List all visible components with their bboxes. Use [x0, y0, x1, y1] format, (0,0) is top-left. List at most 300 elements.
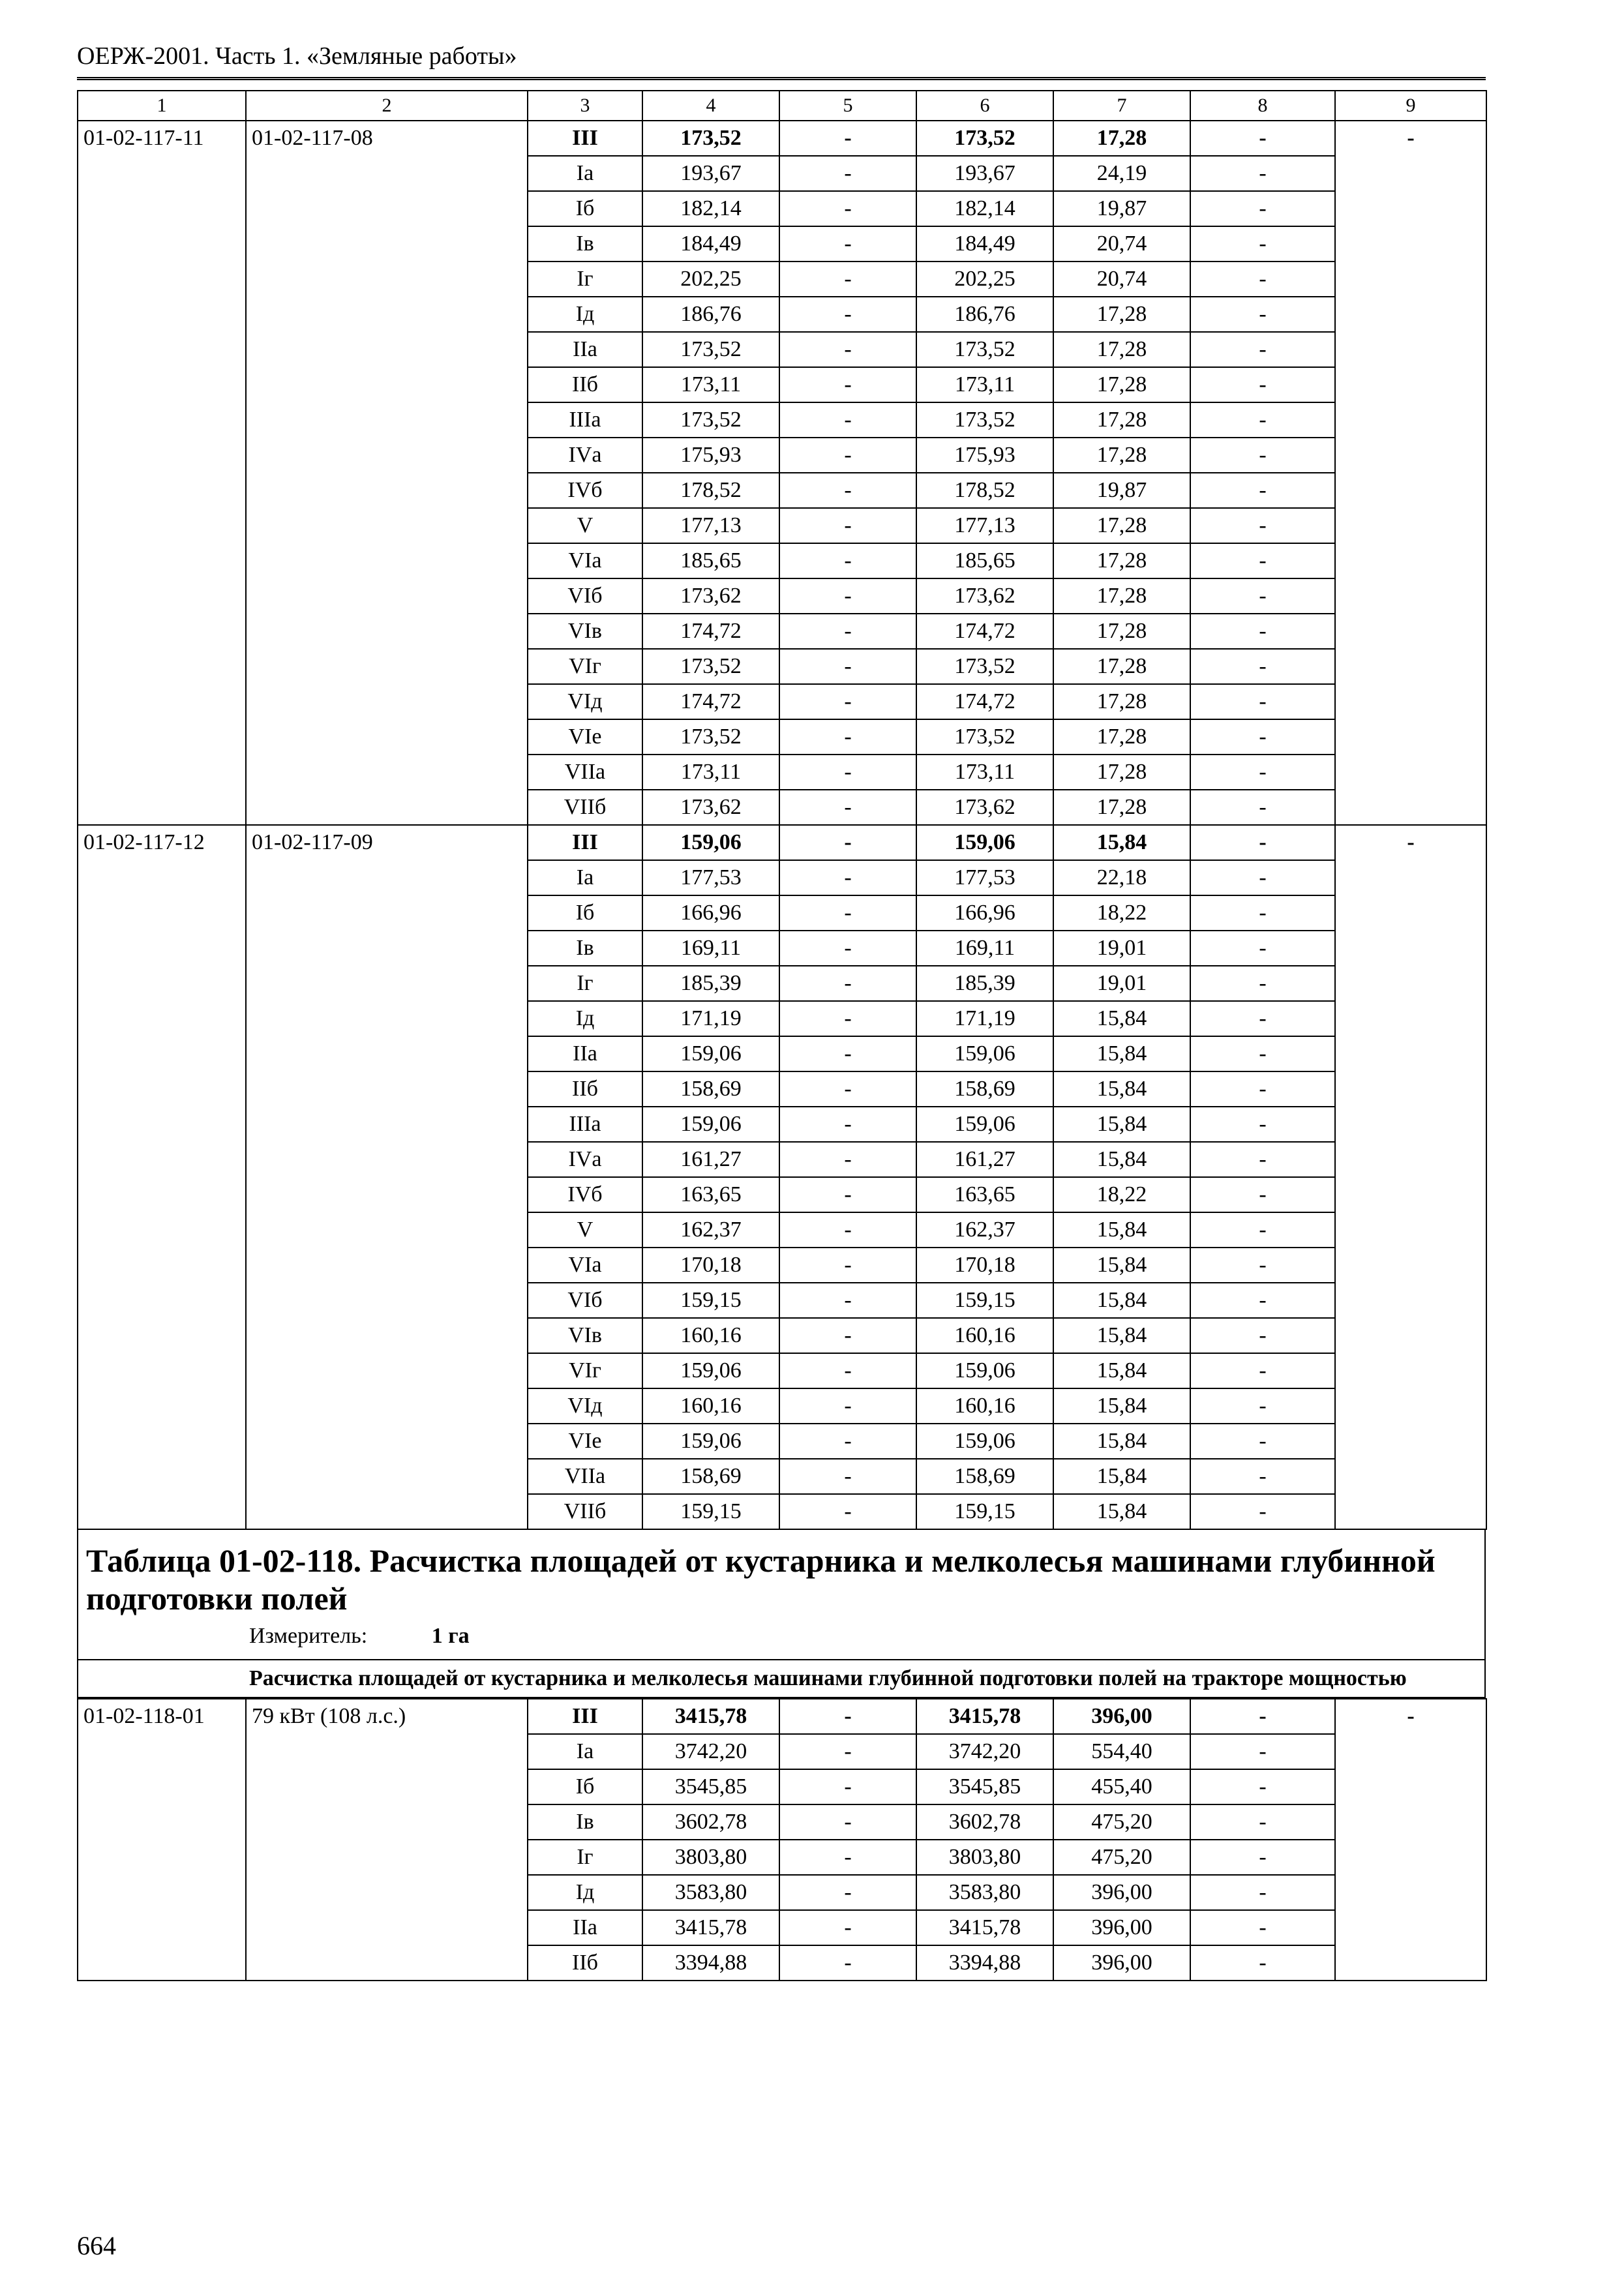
page-header: ОЕРЖ-2001. Часть 1. «Земляные работы» [77, 40, 1486, 80]
value-cell: 15,84 [1053, 825, 1190, 860]
value-cell: 160,16 [916, 1388, 1053, 1424]
value-cell: - [1190, 226, 1335, 262]
value-cell: 159,06 [642, 825, 779, 860]
value-cell: - [779, 1804, 916, 1840]
zone-cell: Iб [528, 895, 642, 931]
value-cell: - [779, 1177, 916, 1212]
zone-cell: III [528, 1699, 642, 1734]
value-cell: 17,28 [1053, 297, 1190, 332]
value-cell: - [1190, 367, 1335, 402]
zone-cell: VIIб [528, 1494, 642, 1529]
value-cell: - [1190, 1353, 1335, 1388]
value-cell: 193,67 [916, 156, 1053, 191]
value-cell: - [779, 262, 916, 297]
zone-cell: VIIа [528, 1459, 642, 1494]
value-cell: 184,49 [916, 226, 1053, 262]
value-cell: 159,15 [916, 1283, 1053, 1318]
value-cell: 3742,20 [642, 1734, 779, 1769]
value-cell: - [1190, 1875, 1335, 1910]
value-cell: - [779, 543, 916, 578]
value-cell: - [1190, 1910, 1335, 1945]
value-cell: 159,06 [916, 1424, 1053, 1459]
value-cell: - [779, 1945, 916, 1981]
value-cell: 177,13 [916, 508, 1053, 543]
section-118-header [77, 1530, 1486, 1660]
value-cell: - [779, 1875, 916, 1910]
value-cell: - [779, 1353, 916, 1388]
value-cell: 15,84 [1053, 1107, 1190, 1142]
value-cell: - [779, 719, 916, 755]
zone-cell: VIа [528, 543, 642, 578]
value-cell: - [1190, 438, 1335, 473]
value-cell: 3394,88 [916, 1945, 1053, 1981]
value-cell: 17,28 [1053, 790, 1190, 825]
value-cell: 22,18 [1053, 860, 1190, 895]
value-cell: - [1190, 860, 1335, 895]
zone-cell: Iг [528, 1840, 642, 1875]
value-cell: - [1190, 1107, 1335, 1142]
zone-cell: VIг [528, 649, 642, 684]
value-cell: 3602,78 [642, 1804, 779, 1840]
zone-cell: IIа [528, 332, 642, 367]
value-cell: 173,11 [642, 755, 779, 790]
value-cell: 161,27 [916, 1142, 1053, 1177]
value-cell: - [779, 438, 916, 473]
value-cell: 18,22 [1053, 1177, 1190, 1212]
zone-cell: III [528, 121, 642, 156]
column-header: 8 [1190, 91, 1335, 121]
value-cell: - [1190, 1036, 1335, 1071]
value-cell: - [1335, 1699, 1486, 1981]
table-wrapper [77, 90, 1486, 1981]
value-cell: 185,65 [642, 543, 779, 578]
value-cell: 396,00 [1053, 1875, 1190, 1910]
value-cell: - [779, 156, 916, 191]
value-cell: 158,69 [916, 1071, 1053, 1107]
zone-cell: Iг [528, 966, 642, 1001]
value-cell: 166,96 [642, 895, 779, 931]
value-cell: - [1190, 508, 1335, 543]
value-cell: - [1190, 1840, 1335, 1875]
value-cell: - [1190, 473, 1335, 508]
value-cell: - [1190, 578, 1335, 614]
value-cell: 15,84 [1053, 1459, 1190, 1494]
value-cell: - [1190, 966, 1335, 1001]
value-cell: 159,06 [916, 1353, 1053, 1388]
value-cell: 173,52 [642, 121, 779, 156]
value-cell: 15,84 [1053, 1388, 1190, 1424]
value-cell: - [779, 790, 916, 825]
value-cell: 15,84 [1053, 1494, 1190, 1529]
section-title: Таблица 01-02-118. Расчистка площадей от кустарника и мелколесья машинами глубинной подготовки полей [86, 1542, 1436, 1617]
value-cell: - [1190, 1459, 1335, 1494]
value-cell: 159,15 [642, 1283, 779, 1318]
value-cell: 174,72 [916, 684, 1053, 719]
value-cell: 174,72 [642, 684, 779, 719]
value-cell: - [1190, 895, 1335, 931]
zone-cell: Iа [528, 156, 642, 191]
value-cell: - [779, 1001, 916, 1036]
value-cell: 160,16 [642, 1318, 779, 1353]
zone-cell: VIIб [528, 790, 642, 825]
value-cell: 159,15 [642, 1494, 779, 1529]
value-cell: 177,13 [642, 508, 779, 543]
value-cell: 173,52 [916, 332, 1053, 367]
value-cell: - [1190, 1734, 1335, 1769]
value-cell: - [1190, 1945, 1335, 1981]
value-cell: 166,96 [916, 895, 1053, 931]
column-header: 3 [528, 91, 642, 121]
value-cell: - [1190, 825, 1335, 860]
value-cell: 17,28 [1053, 543, 1190, 578]
zone-cell: VIа [528, 1248, 642, 1283]
value-cell: 15,84 [1053, 1283, 1190, 1318]
value-cell: 174,72 [916, 614, 1053, 649]
value-cell: - [779, 1459, 916, 1494]
value-cell: 186,76 [642, 297, 779, 332]
table-row [78, 121, 1486, 156]
value-cell: 158,69 [642, 1459, 779, 1494]
value-cell: - [779, 1769, 916, 1804]
value-cell: 158,69 [916, 1459, 1053, 1494]
zone-cell: VIд [528, 684, 642, 719]
value-cell: 170,18 [642, 1248, 779, 1283]
table-row [78, 825, 1486, 860]
value-cell: 182,14 [916, 191, 1053, 226]
value-cell: 15,84 [1053, 1318, 1190, 1353]
value-cell: 3415,78 [642, 1910, 779, 1945]
value-cell: - [1190, 156, 1335, 191]
value-cell: - [1190, 755, 1335, 790]
value-cell: 177,53 [642, 860, 779, 895]
zone-cell: VIв [528, 1318, 642, 1353]
value-cell: 15,84 [1053, 1001, 1190, 1036]
value-cell: 163,65 [642, 1177, 779, 1212]
value-cell: - [779, 121, 916, 156]
value-cell: - [1190, 1001, 1335, 1036]
rate-code-cell: 01-02-117-11 [78, 121, 246, 825]
value-cell: - [1190, 1212, 1335, 1248]
value-cell: - [1190, 543, 1335, 578]
value-cell: - [779, 1494, 916, 1529]
value-cell: 17,28 [1053, 121, 1190, 156]
zone-cell: IIа [528, 1036, 642, 1071]
value-cell: 17,28 [1053, 755, 1190, 790]
value-cell: - [1190, 1769, 1335, 1804]
value-cell: 175,93 [916, 438, 1053, 473]
value-cell: 193,67 [642, 156, 779, 191]
zone-cell: VIд [528, 1388, 642, 1424]
zone-cell: Iа [528, 1734, 642, 1769]
value-cell: - [1335, 121, 1486, 825]
zone-cell: VIIа [528, 755, 642, 790]
value-cell: 171,19 [916, 1001, 1053, 1036]
value-cell: 15,84 [1053, 1142, 1190, 1177]
value-cell: 202,25 [642, 262, 779, 297]
zone-cell: IVа [528, 438, 642, 473]
value-cell: 19,01 [1053, 966, 1190, 1001]
value-cell: - [1190, 297, 1335, 332]
table-row [78, 1699, 1486, 1734]
value-cell: 159,06 [642, 1353, 779, 1388]
value-cell: 17,28 [1053, 508, 1190, 543]
value-cell: - [779, 402, 916, 438]
value-cell: - [1190, 684, 1335, 719]
value-cell: 159,06 [642, 1424, 779, 1459]
table-body-118 [78, 1699, 1486, 1981]
value-cell: 17,28 [1053, 332, 1190, 367]
value-cell: - [779, 1212, 916, 1248]
value-cell: 15,84 [1053, 1071, 1190, 1107]
rate-code-cell: 01-02-118-01 [78, 1699, 246, 1981]
zone-cell: IIIа [528, 1107, 642, 1142]
value-cell: 173,62 [642, 578, 779, 614]
value-cell: 3415,78 [916, 1699, 1053, 1734]
zone-cell: IIб [528, 1945, 642, 1981]
value-cell: - [1190, 719, 1335, 755]
value-cell: 3602,78 [916, 1804, 1053, 1840]
value-cell: 175,93 [642, 438, 779, 473]
value-cell: - [1190, 1283, 1335, 1318]
column-header: 1 [78, 91, 246, 121]
zone-cell: IVа [528, 1142, 642, 1177]
zone-cell: IVб [528, 1177, 642, 1212]
value-cell: - [1190, 262, 1335, 297]
zone-cell: Iв [528, 226, 642, 262]
value-cell: 24,19 [1053, 156, 1190, 191]
value-cell: 173,52 [916, 649, 1053, 684]
value-cell: - [1190, 1318, 1335, 1353]
value-cell: 163,65 [916, 1177, 1053, 1212]
value-cell: 170,18 [916, 1248, 1053, 1283]
value-cell: 17,28 [1053, 719, 1190, 755]
value-cell: 15,84 [1053, 1424, 1190, 1459]
value-cell: - [1190, 614, 1335, 649]
value-cell: 3415,78 [916, 1910, 1053, 1945]
value-cell: 17,28 [1053, 578, 1190, 614]
zone-cell: IIб [528, 1071, 642, 1107]
value-cell: 3545,85 [642, 1769, 779, 1804]
value-cell: 159,06 [916, 825, 1053, 860]
value-cell: - [1190, 1494, 1335, 1529]
value-cell: - [779, 367, 916, 402]
value-cell: - [779, 332, 916, 367]
zone-cell: VIб [528, 1283, 642, 1318]
value-cell: - [779, 1388, 916, 1424]
value-cell: - [779, 1910, 916, 1945]
value-cell: - [1190, 332, 1335, 367]
value-cell: 19,87 [1053, 473, 1190, 508]
value-cell: 185,39 [916, 966, 1053, 1001]
value-cell: 182,14 [642, 191, 779, 226]
value-cell: - [779, 1734, 916, 1769]
value-cell: - [779, 895, 916, 931]
value-cell: 173,52 [642, 649, 779, 684]
value-cell: - [779, 1107, 916, 1142]
zone-cell: Iд [528, 1001, 642, 1036]
column-header: 9 [1335, 91, 1486, 121]
zone-cell: IVб [528, 473, 642, 508]
value-cell: 162,37 [916, 1212, 1053, 1248]
zone-cell: IIа [528, 1910, 642, 1945]
value-cell: 15,84 [1053, 1036, 1190, 1071]
value-cell: 173,52 [916, 121, 1053, 156]
value-cell: 159,15 [916, 1494, 1053, 1529]
value-cell: - [1335, 825, 1486, 1529]
value-cell: 160,16 [642, 1388, 779, 1424]
zone-cell: VIв [528, 614, 642, 649]
value-cell: 3583,80 [916, 1875, 1053, 1910]
value-cell: 475,20 [1053, 1804, 1190, 1840]
column-header: 7 [1053, 91, 1190, 121]
value-cell: 173,11 [916, 367, 1053, 402]
value-cell: - [779, 931, 916, 966]
measure-line [86, 1623, 1477, 1650]
value-cell: 20,74 [1053, 262, 1190, 297]
value-cell: - [1190, 191, 1335, 226]
value-cell: 3742,20 [916, 1734, 1053, 1769]
value-cell: - [779, 1699, 916, 1734]
value-cell: - [1190, 121, 1335, 156]
value-cell: - [779, 473, 916, 508]
value-cell: - [779, 191, 916, 226]
value-cell: 3803,80 [642, 1840, 779, 1875]
value-cell: 159,06 [916, 1036, 1053, 1071]
value-cell: 173,62 [916, 790, 1053, 825]
value-cell: - [1190, 1071, 1335, 1107]
value-cell: 184,49 [642, 226, 779, 262]
value-cell: - [779, 755, 916, 790]
value-cell: 455,40 [1053, 1769, 1190, 1804]
value-cell: - [1190, 1248, 1335, 1283]
zone-cell: Iд [528, 1875, 642, 1910]
value-cell: 15,84 [1053, 1353, 1190, 1388]
value-cell: 171,19 [642, 1001, 779, 1036]
value-cell: - [779, 1036, 916, 1071]
value-cell: 174,72 [642, 614, 779, 649]
value-cell: - [1190, 1699, 1335, 1734]
value-cell: - [1190, 1388, 1335, 1424]
value-cell: 3803,80 [916, 1840, 1053, 1875]
value-cell: 186,76 [916, 297, 1053, 332]
value-cell: 173,52 [916, 402, 1053, 438]
value-cell: 178,52 [642, 473, 779, 508]
column-header: 2 [246, 91, 528, 121]
section-subheading: Расчистка площадей от кустарника и мелколесья машинами глубинной подготовки полей на тракторе мощностью [77, 1660, 1486, 1698]
value-cell: 173,62 [916, 578, 1053, 614]
value-cell: 18,22 [1053, 895, 1190, 931]
value-cell: 3394,88 [642, 1945, 779, 1981]
value-cell: - [779, 1283, 916, 1318]
value-cell: 17,28 [1053, 684, 1190, 719]
value-cell: - [779, 1071, 916, 1107]
zone-cell: Iд [528, 297, 642, 332]
value-cell: 173,52 [642, 719, 779, 755]
value-cell: 475,20 [1053, 1840, 1190, 1875]
zone-cell: Iв [528, 931, 642, 966]
value-cell: - [1190, 1142, 1335, 1177]
value-cell: 159,06 [642, 1107, 779, 1142]
value-cell: - [779, 614, 916, 649]
value-cell: 17,28 [1053, 614, 1190, 649]
rates-table-118 [77, 1698, 1487, 1981]
value-cell: 396,00 [1053, 1910, 1190, 1945]
zone-cell: IIIа [528, 402, 642, 438]
value-cell: 173,62 [642, 790, 779, 825]
rate-name-cell: 01-02-117-09 [246, 825, 528, 1529]
value-cell: 202,25 [916, 262, 1053, 297]
value-cell: - [779, 1248, 916, 1283]
value-cell: 17,28 [1053, 438, 1190, 473]
zone-cell: VIг [528, 1353, 642, 1388]
value-cell: 173,52 [916, 719, 1053, 755]
zone-cell: V [528, 508, 642, 543]
value-cell: 177,53 [916, 860, 1053, 895]
measure-value: 1 га [431, 1624, 470, 1648]
value-cell: - [779, 1840, 916, 1875]
zone-cell: VIе [528, 1424, 642, 1459]
value-cell: 17,28 [1053, 367, 1190, 402]
rate-name-cell: 01-02-117-08 [246, 121, 528, 825]
value-cell: 173,11 [642, 367, 779, 402]
value-cell: - [779, 1142, 916, 1177]
rates-table [77, 90, 1487, 1530]
value-cell: - [779, 508, 916, 543]
value-cell: - [779, 825, 916, 860]
value-cell: 15,84 [1053, 1248, 1190, 1283]
value-cell: - [1190, 1804, 1335, 1840]
measure-label: Измеритель: [249, 1624, 368, 1648]
value-cell: 173,11 [916, 755, 1053, 790]
value-cell: - [779, 684, 916, 719]
value-cell: 17,28 [1053, 649, 1190, 684]
value-cell: 554,40 [1053, 1734, 1190, 1769]
value-cell: - [779, 297, 916, 332]
value-cell: - [779, 860, 916, 895]
value-cell: 159,06 [916, 1107, 1053, 1142]
value-cell: 159,06 [642, 1036, 779, 1071]
value-cell: 3415,78 [642, 1699, 779, 1734]
value-cell: - [779, 966, 916, 1001]
zone-cell: III [528, 825, 642, 860]
value-cell: 3545,85 [916, 1769, 1053, 1804]
value-cell: 3583,80 [642, 1875, 779, 1910]
value-cell: - [1190, 1424, 1335, 1459]
zone-cell: VIе [528, 719, 642, 755]
value-cell: 161,27 [642, 1142, 779, 1177]
zone-cell: IIб [528, 367, 642, 402]
value-cell: - [1190, 402, 1335, 438]
value-cell: 396,00 [1053, 1699, 1190, 1734]
value-cell: 19,87 [1053, 191, 1190, 226]
zone-cell: Iа [528, 860, 642, 895]
value-cell: - [779, 1318, 916, 1353]
column-number-row [78, 91, 1486, 121]
rate-name-cell: 79 кВт (108 л.с.) [246, 1699, 528, 1981]
value-cell: 20,74 [1053, 226, 1190, 262]
value-cell: 162,37 [642, 1212, 779, 1248]
zone-cell: V [528, 1212, 642, 1248]
table-body-117 [78, 121, 1486, 1529]
zone-cell: Iв [528, 1804, 642, 1840]
value-cell: - [1190, 790, 1335, 825]
value-cell: - [1190, 1177, 1335, 1212]
zone-cell: Iб [528, 1769, 642, 1804]
column-header: 5 [779, 91, 916, 121]
value-cell: 19,01 [1053, 931, 1190, 966]
value-cell: - [1190, 931, 1335, 966]
value-cell: 185,65 [916, 543, 1053, 578]
